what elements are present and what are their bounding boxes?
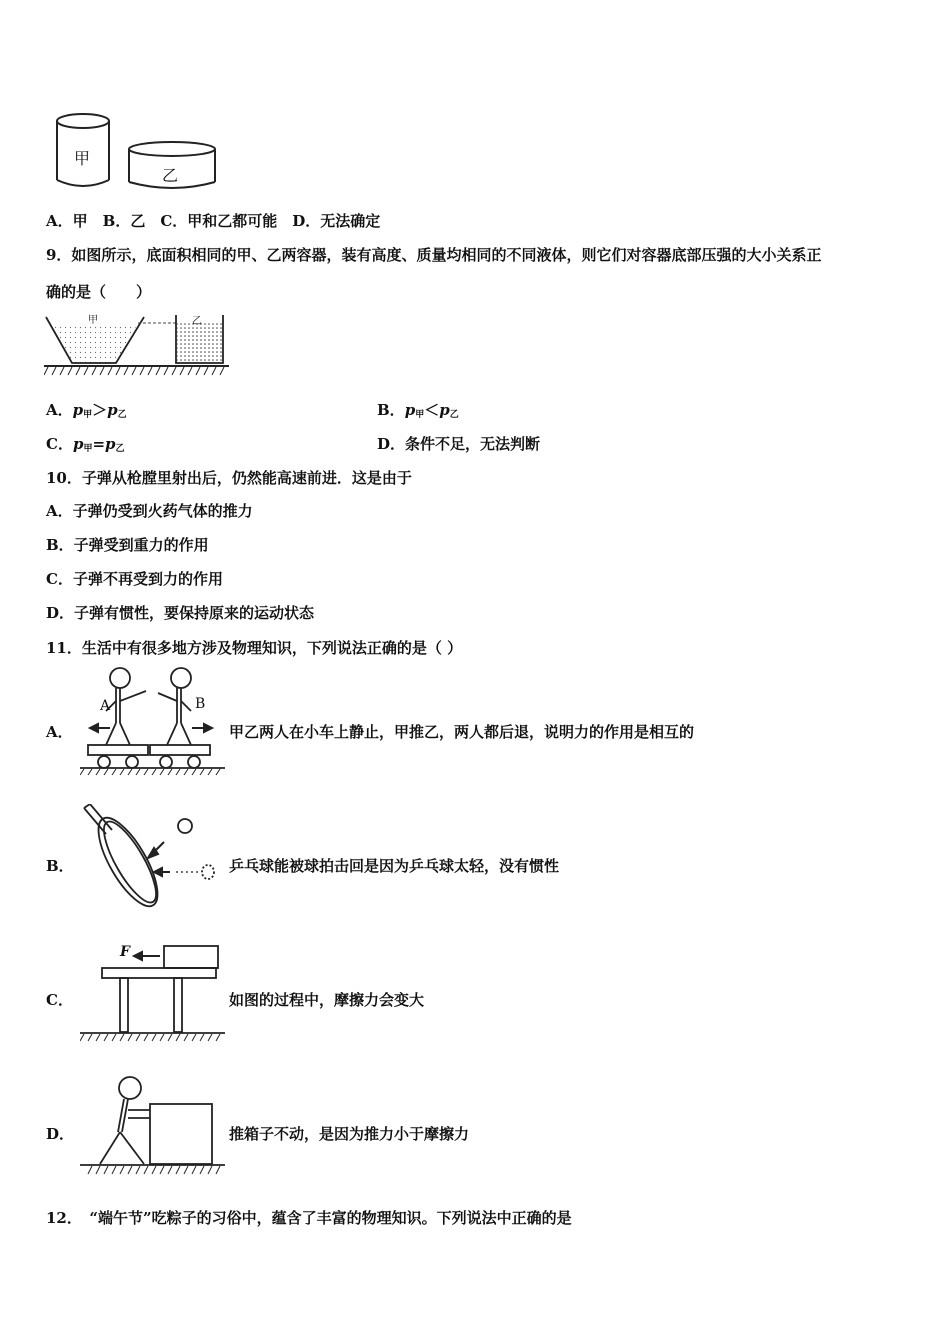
q10-option-c: C．子弹不再受到力的作用 <box>46 570 223 588</box>
q9-option-d: D．条件不足，无法判断 <box>377 435 541 453</box>
q11-option-c-letter: C． <box>46 991 73 1009</box>
q11-option-a-letter: A． <box>46 723 73 741</box>
q11-option-b-figure <box>80 804 225 916</box>
q9-fig-label-a: 甲 <box>88 315 98 326</box>
q9-option-b: B．$p_甲<p_乙$ <box>377 401 459 420</box>
q11-a-fig-label-1: A <box>100 698 111 714</box>
q9-stem-line1: 9．如图所示，底面积相同的甲、乙两容器，装有高度、质量均相同的不同液体，则它们对容器底部压强的大小关系正 <box>46 246 822 264</box>
q12-stem: 12． “端午节”吃粽子的习俗中，蕴含了丰富的物理知识。下列说法中正确的是 <box>46 1209 572 1227</box>
q11-option-c-figure <box>80 942 225 1050</box>
q9-stem-line2: 确的是（ ） <box>46 283 152 301</box>
q9-option-c: C．$p_甲=p_乙$ <box>46 435 125 454</box>
q8-options: A．甲 B．乙 C．甲和乙都可能 D．无法确定 <box>46 212 381 230</box>
q10-option-a: A．子弹仍受到火药气体的推力 <box>46 502 253 520</box>
q11-option-b-text: 乒乓球能被球拍击回是因为乒乓球太轻，没有惯性 <box>229 857 560 875</box>
q11-option-a-figure <box>80 665 225 777</box>
q11-option-d-letter: D． <box>46 1125 75 1143</box>
q11-option-a-text: 甲乙两人在小车上静止，甲推乙，两人都后退，说明力的作用是相互的 <box>229 723 695 741</box>
q9-figure <box>44 311 229 379</box>
q9-fig-label-b: 乙 <box>192 316 202 327</box>
q9-option-a: A．$p_甲>p_乙$ <box>46 401 127 420</box>
fig8-label-a: 甲 <box>74 149 91 168</box>
q11-a-fig-label-2: B <box>195 696 206 712</box>
q10-option-d: D．子弹有惯性，要保持原来的运动状态 <box>46 604 315 622</box>
q8-figure <box>48 108 223 193</box>
q11-stem: 11．生活中有很多地方涉及物理知识，下列说法正确的是（ ） <box>46 639 463 657</box>
q11-option-c-text: 如图的过程中，摩擦力会变大 <box>229 991 425 1009</box>
fig8-label-b: 乙 <box>162 166 179 185</box>
q11-c-fig-label: F <box>120 944 130 960</box>
q10-stem: 10．子弹从枪膛里射出后，仍然能高速前进．这是由于 <box>46 469 412 487</box>
q11-option-b-letter: B． <box>46 857 74 875</box>
q11-option-d-figure <box>80 1074 225 1184</box>
q11-option-d-text: 推箱子不动，是因为推力小于摩擦力 <box>229 1125 470 1143</box>
q10-option-b: B．子弹受到重力的作用 <box>46 536 209 554</box>
